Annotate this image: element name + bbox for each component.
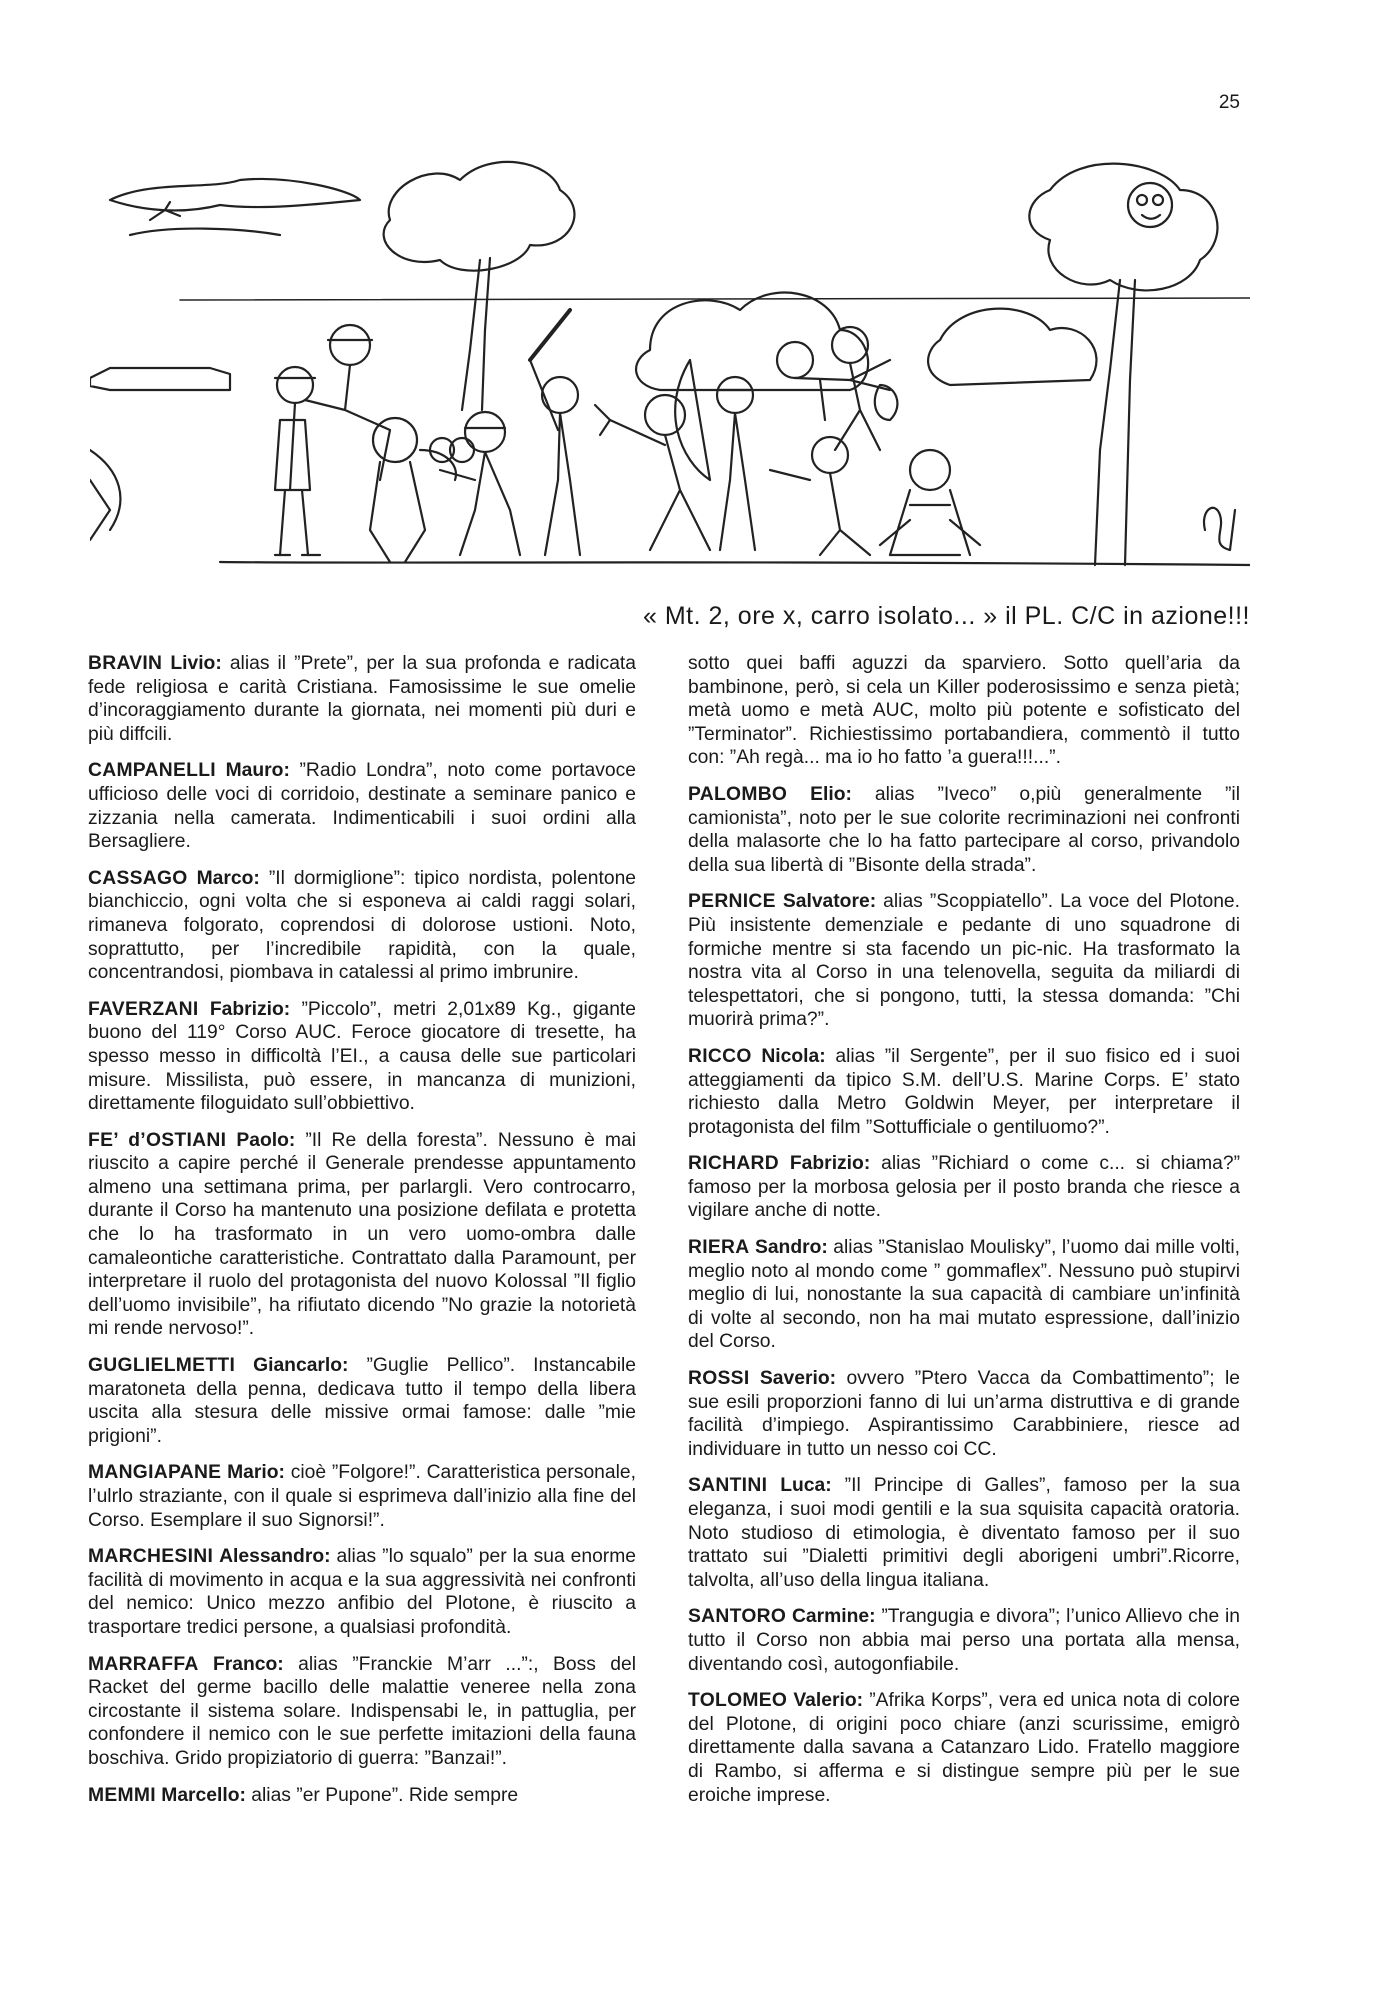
profile-description: alias ”er Pupone”. Ride sempre [251,1784,519,1806]
profile-name: Livio: [170,653,222,674]
profile-entry [688,1474,1240,1592]
profile-name: Luca: [780,1475,832,1497]
profile-name: Sandro: [754,1237,828,1259]
profile-entry [688,890,1240,1032]
profile-surname: RICCO [688,1045,752,1067]
profile-description: alias ”Scoppiatello”. La voce del Plotone. Più insistente demenziale e pedante di uno squadrone di formiche mentre si sta facendo un pic-nic. Ha trasformato la nostra vita al Corso in una telenovella, seguita da miliardi di telespettatori, che si pongono, tutti, la stessa domanda: ”Chi muorirà prima?”. [688,891,1241,1031]
profile-name: Paolo: [236,1129,296,1151]
cartoon-illustration [90,150,1250,590]
profile-surname: ROSSI [688,1368,750,1390]
profile-name: Saverio: [759,1368,837,1390]
profile-description: alias ”lo squalo” per la sua enorme facilità di movimento in acqua e la sua aggressività nei confronti del nemico: Unico mezzo anfibio del Plotone, è riuscito a trasportare tredici persone, a qualsiasi profondità. [88,1546,637,1638]
profile-name: Marco: [196,867,260,889]
profile-entry [688,652,1240,770]
profile-description: alias ”Iveco” o,più generalmente ”il camionista”, noto per le sue colorite recriminazioni nei confronti della malasorte che lo ha fatto partecipare al corso, privandolo della sua libertà di ”Bisonte della strada”. [688,783,1240,876]
profile-entry [688,1236,1240,1354]
profile-surname: TOLOMEO [688,1690,788,1712]
artist-signature [1204,508,1235,550]
tree-icon [384,162,575,271]
profile-name: Giancarlo: [253,1355,349,1377]
profile-surname: FAVERZANI [88,998,199,1020]
soldier-figure [675,360,755,550]
soldier-figure [370,418,474,562]
profile-entry [88,1354,636,1448]
profile-surname: MARCHESINI [88,1546,214,1568]
profile-name: Nicola: [761,1045,826,1067]
left-column [88,652,636,1820]
profile-entry [688,1367,1240,1461]
profile-description: alias ”Franckie M’arr ...”:, Boss del Racket del germe bacillo delle malattie veneree nella zona circostante il sistema solare. Indispensabi le, in pattuglia, per confondere il nemico con le sue perfette imitazioni della fauna boschiva. Grido propiziatorio di guerra: ”Banzai!”. [88,1653,637,1769]
profile-description: ”Piccolo”, metri 2,01x89 Kg., gigante buono del 119° Corso AUC. Feroce giocatore di tresette, ha spesso messo in difficoltà l’EI., a causa delle sue particolari misure. Missilista, può essere, in mancanza di munizioni, direttamente filoguidato sull’obbiettivo. [88,998,637,1115]
profile-entry [88,1653,636,1771]
illustration-caption: « Mt. 2, ore x, carro isolato... » il PL. C/C in azione!!! [642,602,1250,630]
profile-entry [88,1129,636,1341]
profile-entry [88,1461,636,1532]
cloud-icon [110,179,360,210]
profile-description: alias il ”Prete”, per la sua profonda e radicata fede religiosa e carità Cristiana. Famosissime le sue omelie d’incoraggiamento durante la giornata, nei momenti più duri e più diffcili. [88,653,637,745]
soldier-figure [595,395,710,550]
soldier-figure [275,367,320,555]
profile-description: ”Radio Londra”, noto come portavoce ufficioso delle voci di corridoio, destinate a seminare panico e zizzania nella camerata. Indimenticabili i suoi ordini alla Bersagliere. [88,760,637,853]
profile-surname: RICHARD [688,1153,780,1175]
profile-surname: SANTORO [688,1606,787,1628]
profile-entry [88,1784,636,1808]
profile-surname: PERNICE [688,891,776,913]
profile-entry [688,1045,1240,1139]
hanging-bag-icon [875,385,898,420]
profile-description: sotto quei baffi aguzzi da sparviero. Sotto quell’aria da bambinone, però, si cela un Killer poderosissimo e senza pietà; metà uomo e metà AUC, molto più potente e sofisticato del ”Terminator”. Richiestissimo portabandiera, commentò il tutto con: ”Ah regà... ma io ho fatto ’a guera!!!...”. [688,653,1240,769]
page-number: 25 [1218,92,1240,113]
profile-entry [88,652,636,746]
profile-description: cioè ”Folgore!”. Caratteristica personale, l’ulrlo straziante, con il quale si esprimeva dall’inizio alla fine del Corso. Esemplare il suo Signorsi!”. [88,1462,636,1531]
profile-surname: FE’ d’OSTIANI [88,1129,227,1151]
profile-entry [88,759,636,853]
profile-name: Franco: [213,1653,284,1675]
profile-entry [688,1152,1240,1223]
profile-surname: SANTINI [688,1475,768,1497]
profile-surname: MANGIAPANE [88,1462,222,1484]
soldier-figure [770,437,870,555]
profile-surname: PALOMBO [688,783,788,805]
profile-description: ”Il Re della foresta”. Nessuno è mai riuscito a capire perché il Generale prendesse appuntamento almeno una settimana prima, per parlargli. Vero controcarro, durante il Corso ha mantenuto una posizione defilata e protetta che lo ha trasformato in un vero uomo-ombra dalle camaleontiche caratteristiche. Contrattato dalla Paramount, per interpretare il ruolo del protagonista del nuovo Kolossal ”Il figlio dell’uomo invisibile”, ha rifiutato dicendo ”No grazie la notorietà mi rende nervoso!”. [88,1129,636,1340]
profile-entry [88,867,636,985]
profile-entry [88,1545,636,1639]
profile-name: Alessandro: [219,1546,331,1568]
profile-surname: RIERA [688,1237,750,1259]
profile-name: Fabrizio: [209,998,291,1020]
profile-name: Salvatore: [782,891,877,913]
profile-surname: MEMMI [88,1784,156,1806]
profile-entry [688,1689,1240,1807]
tank-gun-icon [90,368,230,390]
profile-description: ”Guglie Pellico”. Instancabile maratoneta della penna, dedicava tutto il tempo della libera uscita alla stesura delle missive ormai famose: dalle ”mie prigioni”. [88,1355,637,1447]
profile-description: ovvero ”Ptero Vacca da Combattimento”; le sue esili proporzioni fanno di lui un’arma distruttiva e di grande facilità d’impiego. Aspirantissimo Carabbiniere, riesce ad individuare in tutto un nesso coi CC. [688,1368,1241,1460]
profile-surname: CAMPANELLI [88,760,216,782]
profile-description: alias ”Richiard o come c... si chiama?” famoso per la morbosa gelosia per il posto branda che riesce a vigilare anche di notte. [688,1153,1241,1222]
soldier-figure [880,450,980,555]
profile-name: Carmine: [791,1606,876,1628]
profile-name: Marcello: [161,1784,246,1806]
profile-surname: GUGLIELMETTI [88,1355,236,1377]
profile-name: Valerio: [793,1690,864,1712]
face-icon [1128,183,1172,227]
profile-description: ”Il Principe di Galles”, famoso per la sua eleganza, i suoi modi gentili e la sua squisita capacità oratoria. Noto studioso di etimologia, è diventato famoso per il suo trattato sui ”Dialetti primitivi degli aborigeni umbri”.Ricorre, talvolta, all’uso della lingua italiana. [688,1475,1240,1591]
profile-surname: BRAVIN [88,653,163,674]
profile-description: ”Afrika Korps”, vera ed unica nota di colore del Plotone, di origini poco chiare (anzi scurissime, emigrò direttamente dalla savana a Catanzaro Lido. Fratello maggiore di Rambo, si afferma e si distingue sempre più per le sue eroiche imprese. [688,1690,1241,1806]
profile-description: alias ”il Sergente”, per il suo fisico ed i suoi atteggiamenti da tipico S.M. dell’U.S. Marine Corps. E’ stato richiesto dalla Metro Goldwin Meyer, per interpretare il protagonista del film ”Sottufficiale o gentiluomo?”. [688,1045,1240,1138]
bow-icon [675,360,710,480]
profile-surname: CASSAGO [88,867,188,889]
tree-icon [1029,164,1217,291]
profile-description: ”Il dormiglione”: tipico nordista, polentone bianchiccio, ogni volta che si esponeva ai caldi raggi solari, rimaneva folgorato, coprendosi di dolorose ustioni. Noto, soprattutto, per l’incredibile rapidità, con la quale, concentrandosi, piombava in catalessi al primo imbrunire. [88,867,637,984]
profile-name: Mario: [227,1462,285,1484]
profile-entry [688,783,1240,877]
right-column [688,652,1240,1820]
profile-description: alias ”Stanislao Moulisky”, l’uomo dai mille volti, meglio noto al mondo come ” gommaflex”. Nessuno può stupirvi meglio di lui, nonostante la sua capacità di cambiare un’infinità di volte al secondo, non ha mai mutato espressione, dall’inizio del Corso. [688,1237,1241,1353]
soldier-figure [530,310,580,555]
profile-entry [88,998,636,1116]
profile-description: ”Trangugia e divora”; l’unico Allievo che in tutto il Corso non abbia mai perso una portata alla mensa, diventando così, autogonfiabile. [688,1606,1240,1675]
slingshot-icon [595,405,610,435]
profile-entry [688,1605,1240,1676]
profile-name: Fabrizio: [789,1153,871,1175]
profile-surname: MARRAFFA [88,1653,199,1675]
soldier-figure [305,325,390,480]
profile-name: Mauro: [225,760,290,782]
profile-name: Elio: [810,783,852,805]
soldier-figure [440,412,520,555]
bush-icon [928,309,1096,385]
